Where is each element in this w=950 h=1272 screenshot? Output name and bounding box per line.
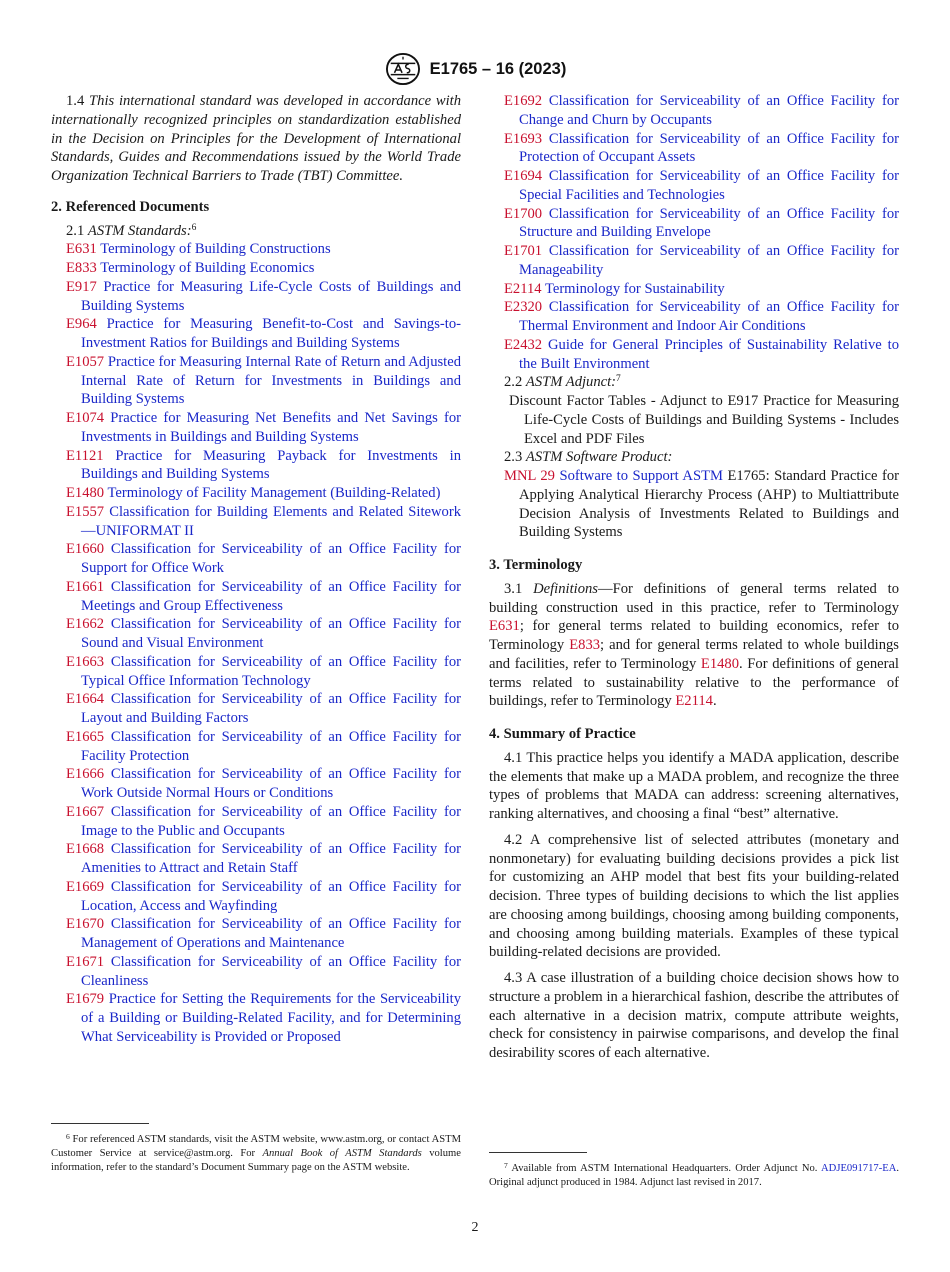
reference-title[interactable]: Classification for Building Elements and Related Sitework—UNIFORMAT II [81,503,462,539]
subsection-label: ASTM Standards: [87,222,192,239]
paragraph-text: —For definitions of general terms related to building construction used in this practice, refer to Terminology [489,580,899,616]
reference-code[interactable]: E2432 [504,336,543,353]
reference-title[interactable]: Classification for Serviceability of an Office Facility for Protection of Occupant Assets [519,130,899,166]
reference-item[interactable] [51,240,461,259]
footnote-marker[interactable]: 6 [191,222,197,233]
subsection-number: 2.3 [504,449,523,466]
reference-list-left [51,240,461,1046]
paragraph-3-1 [489,580,899,711]
reference-item[interactable] [489,167,899,205]
reference-item[interactable] [51,840,461,878]
reference-item[interactable] [51,878,461,916]
paragraph-text: ; for general terms related to building economics, refer to Terminology [489,618,899,653]
reference-item[interactable] [51,990,461,1046]
reference-item[interactable] [51,259,461,278]
footnote-text-italic: Annual Book of ASTM Standards [262,1148,422,1160]
reference-item[interactable] [51,278,461,316]
reference-title[interactable]: Classification for Serviceability of an Office Facility for Thermal Environment and Indoor Air Conditions [519,299,899,334]
reference-item[interactable] [489,242,899,280]
paragraph-text: . [712,693,717,710]
reference-title[interactable]: Classification for Serviceability of an Office Facility for Cleanliness [81,953,461,989]
reference-item[interactable] [51,315,461,353]
reference-title[interactable]: Classification for Serviceability of an Office Facility for Facility Protection [81,728,461,764]
reference-item[interactable] [51,540,461,578]
reference-code[interactable]: E917 [66,278,97,295]
reference-item[interactable] [489,336,899,374]
reference-code[interactable]: E1666 [66,766,105,783]
reference-item[interactable] [489,298,899,336]
reference-item[interactable] [51,503,461,541]
reference-item[interactable] [51,615,461,653]
reference-title[interactable]: Classification for Serviceability of an Office Facility for Management of Operations and Maintenance [81,916,461,951]
reference-title[interactable]: Classification for Serviceability of an Office Facility for Typical Office Information Technology [81,653,461,689]
reference-code[interactable]: E1480 [66,485,105,501]
reference-item[interactable] [489,280,899,299]
reference-code[interactable]: E1665 [66,728,105,745]
reference-item[interactable] [51,953,461,991]
reference-title[interactable]: Classification for Serviceability of an Office Facility for Amenities to Attract and Retain Staff [81,841,461,876]
subsection-label: ASTM Adjunct: [525,374,617,391]
paragraph-4-2: 4.2 A comprehensive list of selected attributes (monetary and nonmonetary) for evaluating building decisions provides a pick list for customizing an AHP model that best fits your building-related decision. Three types of building decisions to which the list applies are choosing among buildings, choosing among building components, and choosing among building materials. Examples of these typical building-related decisions are provided. [489,831,899,961]
reference-code[interactable]: E1701 [504,243,543,259]
reference-title[interactable]: Practice for Measuring Life-Cycle Costs of Buildings and Building Systems [81,278,461,314]
reference-code[interactable]: E1669 [66,878,105,895]
reference-item[interactable] [489,130,899,168]
subsection-label: ASTM Software Product: [525,449,673,466]
footnote-text: volume information, refer to the standard’s Document Summary page on the ASTM website. [51,1148,461,1174]
paragraph-number: 3.1 [504,580,523,597]
reference-item[interactable] [51,915,461,953]
reference-item[interactable] [51,447,461,485]
paragraph-text: . For definitions of general terms related to sustainability relative to the performance of buildings, refer to Terminology [489,655,899,710]
reference-code[interactable]: E1668 [66,841,105,858]
reference-title[interactable]: Terminology of Building Economics [100,260,315,276]
reference-title[interactable]: Practice for Measuring Internal Rate of Return and Adjusted Internal Rate of Return for Investments in Buildings and Building Systems [81,353,461,408]
reference-title[interactable]: Classification for Serviceability of an Office Facility for Structure and Building Envelope [519,205,899,241]
reference-code[interactable]: E1692 [504,93,543,109]
defined-term: Definitions [533,580,598,597]
footnote-6 [51,1133,461,1176]
reference-title[interactable]: Classification for Serviceability of an Office Facility for Image to the Public and Occupants [81,803,461,839]
reference-item[interactable] [51,728,461,766]
reference-item[interactable] [489,92,899,130]
reference-item[interactable] [51,803,461,841]
reference-title[interactable]: Terminology for Sustainability [544,280,725,297]
reference-title[interactable]: Classification for Serviceability of an Office Facility for Work Outside Normal Hours or Conditions [81,766,461,801]
reference-item[interactable] [489,205,899,243]
reference-code[interactable]: E1671 [66,953,105,970]
subsection-number: 2.1 [66,222,85,239]
reference-title[interactable]: Practice for Measuring Net Benefits and Net Savings for Investments in Buildings and Building Systems [81,410,461,445]
reference-code[interactable]: E1693 [504,130,543,147]
reference-code[interactable]: E1661 [66,578,105,595]
paragraph-text: ; and for general terms related to whole buildings and facilities, refer to Terminology [489,637,899,672]
footnote-number: 7 [504,1161,508,1170]
reference-title[interactable]: Practice for Measuring Benefit-to-Cost and Savings-to-Investment Ratios for Buildings and Building Systems [81,316,461,351]
left-column [51,92,461,1047]
footnote-marker[interactable]: 7 [616,374,621,385]
reference-code[interactable]: E1664 [66,691,105,708]
reference-title[interactable]: Guide for General Principles of Sustainability Relative to the Built Environment [519,336,899,372]
inline-reference[interactable]: E1480 [700,655,740,672]
reference-code[interactable]: E1670 [66,916,105,933]
reference-title[interactable]: Classification for Serviceability of an Office Facility for Sound and Visual Environment [81,616,461,651]
reference-code[interactable]: E1057 [66,353,105,370]
reference-item[interactable] [51,690,461,728]
reference-title[interactable]: Classification for Serviceability of an Office Facility for Change and Churn by Occupants [519,93,899,128]
astm-logo-icon [384,52,422,86]
reference-title[interactable]: Classification for Serviceability of an Office Facility for Special Facilities and Technologies [519,168,899,203]
subsection-2-1 [51,222,461,241]
reference-item[interactable] [51,353,461,409]
reference-title[interactable]: Terminology of Building Constructions [100,241,331,258]
reference-title[interactable]: Classification for Serviceability of an Office Facility for Location, Access and Wayfinding [81,878,461,914]
footnote-7 [489,1162,899,1190]
section-heading-terminology: 3. Terminology [489,557,583,573]
subsection-2-2 [489,373,899,392]
reference-code[interactable]: E1660 [66,541,105,558]
reference-code[interactable]: E2114 [504,280,542,297]
footnote-text: . Original adjunct produced in 1984. Adjunct last revised in 2017. [489,1163,899,1189]
reference-code[interactable]: E1667 [66,803,105,820]
reference-item[interactable] [51,484,461,503]
inline-reference[interactable]: E2114 [675,693,713,710]
subsection-number: 2.2 [504,374,523,391]
inline-reference[interactable]: E631 [489,618,520,635]
footnote-divider-left [51,1123,149,1124]
footnote-text: For referenced ASTM standards, visit the ASTM website, www.astm.org, or contact ASTM Customer Service at service@astm.org. For [51,1134,462,1160]
footnote-number: 6 [66,1132,70,1141]
software-link[interactable]: Software to Support ASTM [559,468,723,484]
reference-code[interactable]: E1679 [66,991,105,1008]
reference-code[interactable]: E1121 [66,447,104,464]
reference-title[interactable]: Classification for Serviceability of an Office Facility for Manageability [519,243,899,278]
reference-title[interactable]: Classification for Serviceability of an Office Facility for Support for Office Work [81,541,461,576]
reference-code[interactable]: E1074 [66,410,105,426]
reference-item[interactable] [51,578,461,616]
reference-code[interactable]: E1557 [66,503,105,520]
paragraph-number: 1.4 [66,93,85,109]
reference-title[interactable]: Practice for Setting the Requirements for the Serviceability of a Building or Building-Related Facility, and for Determining What Serviceability is Provided or Proposed [81,991,461,1045]
subsection-2-3 [489,448,899,467]
reference-item[interactable] [51,409,461,447]
standard-designation: E1765 – 16 (2023) [429,59,567,78]
software-code[interactable]: MNL 29 [504,468,555,484]
page-number: 2 [471,1220,479,1235]
reference-code[interactable]: E1694 [504,168,543,184]
reference-title[interactable]: Classification for Serviceability of an Office Facility for Meetings and Group Effectiveness [81,578,461,614]
adjunct-item: Discount Factor Tables - Adjunct to E917 Practice for Measuring Life-Cycle Costs of Buildings and Building Systems - Includes Excel and PDF Files [509,393,899,447]
paragraph-4-1: 4.1 This practice helps you identify a MADA application, describe the elements that make up a MADA problem, and recognize the three types of problems that MADA can address: screening alternatives, ranking alternatives, and choosing a final “best” alternative. [489,749,899,822]
section-heading-referenced-documents: 2. Referenced Documents [51,198,210,215]
section-heading-summary-of-practice: 4. Summary of Practice [489,726,636,742]
inline-reference[interactable]: E833 [569,637,601,653]
right-column [489,92,899,1070]
footnote-divider-right [489,1152,587,1153]
software-product-item [489,467,899,542]
reference-item[interactable] [51,653,461,691]
reference-code[interactable]: E1663 [66,653,105,670]
reference-title[interactable]: Classification for Serviceability of an Office Facility for Layout and Building Factors [81,691,461,726]
reference-title[interactable]: Terminology of Facility Management (Building-Related) [107,485,441,501]
paragraph-1-4 [51,92,461,186]
software-description: E1765: Standard Practice for Applying Analytical Hierarchy Process (AHP) to Multiattribute Decision Analysis of Investments Related to Buildings and Building Systems [519,468,899,541]
reference-title[interactable]: Practice for Measuring Payback for Investments in Buildings and Building Systems [81,447,461,483]
reference-code[interactable]: E1662 [66,616,105,633]
reference-code[interactable]: E2320 [504,299,543,316]
paragraph-text: This international standard was developed in accordance with internationally recognized principles on standardization established in the Decision on Principles for the Development of International Standards, Guides and Recommendations issued by the World Trade Organization Technical Barriers to Trade (TBT) Committee. [51,93,462,184]
reference-code[interactable]: E631 [66,241,97,258]
footnote-text: Available from ASTM International Headquarters. Order Adjunct No. [511,1163,822,1174]
reference-item[interactable] [51,765,461,803]
adjunct-link[interactable]: ADJE091717-EA [821,1163,897,1174]
reference-code[interactable]: E1700 [504,205,543,222]
reference-list-right [489,92,899,373]
reference-code[interactable]: E833 [66,260,97,276]
page-header [0,52,950,86]
paragraph-4-3: 4.3 A case illustration of a building choice decision shows how to structure a problem in a hierarchical fashion, describe the attributes of each alternative in a decision matrix, compute attribute weights, check for consistency in pairwise comparisons, and develop the final desirability scores of each alternative. [489,970,899,1061]
reference-code[interactable]: E964 [66,316,97,333]
